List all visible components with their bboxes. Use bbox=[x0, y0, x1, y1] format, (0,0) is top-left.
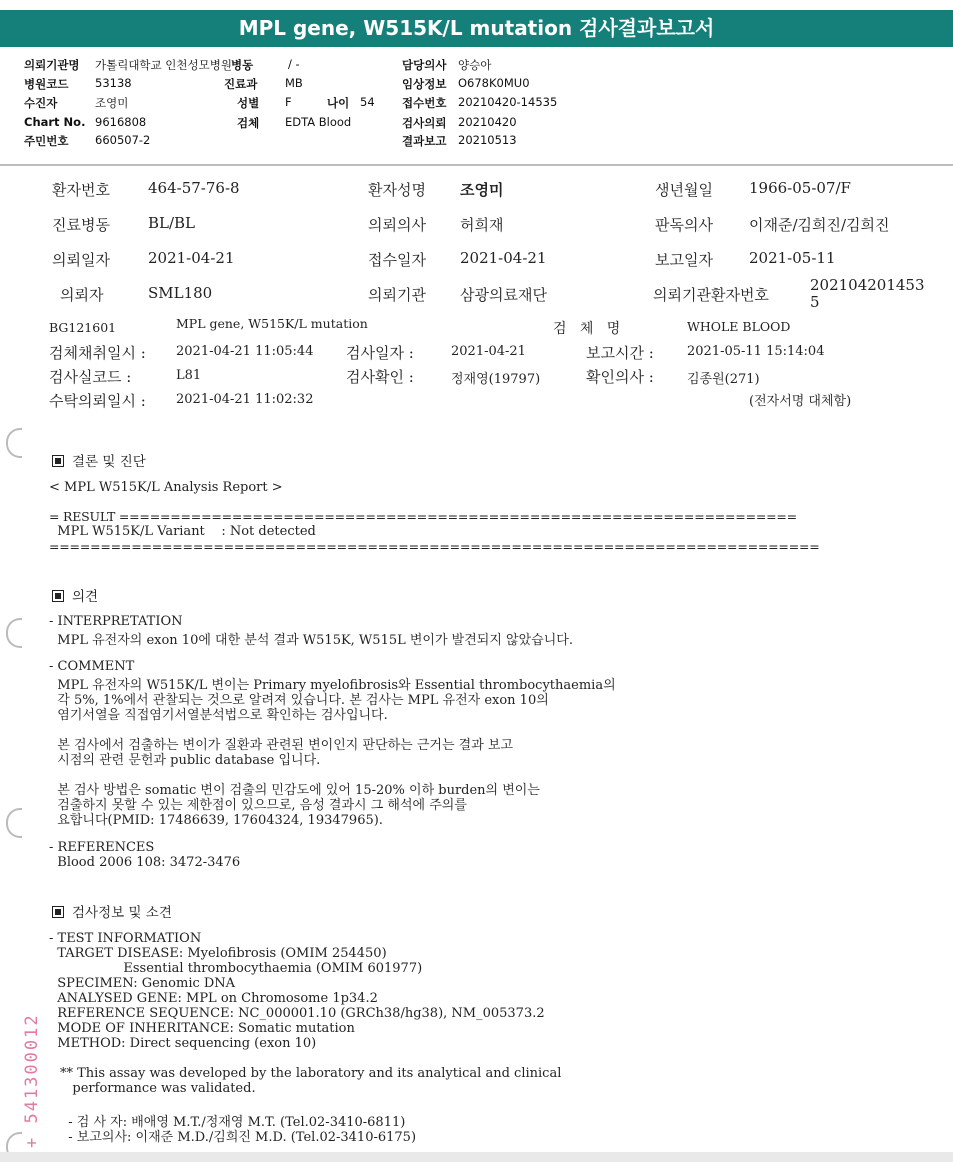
value-reading-doctor: 이재준/김희진/김희진 bbox=[749, 216, 890, 234]
label-confirm-doctor: 확인의사 : bbox=[586, 368, 654, 386]
value-age: 54 bbox=[360, 95, 375, 109]
test-code: BG121601 bbox=[49, 320, 117, 335]
label-requesting-org: 의뢰기관 bbox=[368, 286, 426, 304]
comment-line: 시점의 관련 문헌과 public database 입니다. bbox=[49, 753, 321, 768]
comment-line: 본 검사에서 검출하는 변이가 질환과 관련된 변이인지 판단하는 근거는 결과 보고 bbox=[49, 738, 514, 753]
comment-line: 염기서열을 직접염기서열분석법으로 확인하는 검사입니다. bbox=[49, 708, 388, 723]
header-row-4 bbox=[24, 115, 924, 131]
label-ward: 병동 bbox=[231, 58, 254, 72]
test-info-line: MODE OF INHERITANCE: Somatic mutation bbox=[49, 1021, 355, 1036]
section-test-info-title: 검사정보 및 소견 bbox=[72, 905, 172, 921]
value-referring-doctor: 허희재 bbox=[460, 216, 504, 234]
label-requesting-institution: 의뢰기관명 bbox=[24, 58, 80, 72]
label-org-patient-number: 의뢰기관환자번호 bbox=[653, 286, 769, 304]
value-receipt-number: 20210420-14535 bbox=[458, 95, 558, 109]
value-receipt-date: 2021-04-21 bbox=[460, 249, 547, 267]
label-department: 진료과 bbox=[224, 77, 258, 91]
label-lab-code: 검사실코드 : bbox=[49, 368, 132, 386]
label-specimen-name: 검 체 명 bbox=[553, 321, 621, 337]
analysis-report-title: < MPL W515K/L Analysis Report > bbox=[49, 480, 283, 495]
label-specimen: 검체 bbox=[237, 116, 260, 130]
comment-line: 각 5%, 1%에서 관찰되는 것으로 알려져 있습니다. 본 검사는 MPL 유전자 exon 10의 bbox=[49, 693, 549, 708]
section-opinion-title: 의견 bbox=[72, 589, 99, 605]
value-test-request: 20210420 bbox=[458, 115, 517, 129]
page-bottom-edge bbox=[0, 1152, 953, 1162]
value-patient-name: 조영미 bbox=[460, 181, 504, 199]
header-row-1 bbox=[24, 57, 924, 73]
section-test-info-heading bbox=[52, 901, 172, 921]
validation-note: performance was validated. bbox=[60, 1081, 256, 1096]
label-consign-time: 수탁의뢰일시 : bbox=[49, 392, 146, 410]
section-conclusion-heading bbox=[52, 450, 146, 470]
references-heading: - REFERENCES bbox=[49, 840, 155, 855]
label-receipt-date: 접수일자 bbox=[368, 251, 426, 269]
value-test-confirm: 정재영(19797) bbox=[451, 372, 541, 387]
comment-line: MPL 유전자의 W515K/L 변이는 Primary myelofibrosis와 Essential thrombocythaemia의 bbox=[49, 678, 616, 693]
value-consign-time: 2021-04-21 11:02:32 bbox=[176, 392, 314, 407]
value-chart-no: 9616808 bbox=[95, 115, 147, 129]
value-org-patient-number: 202104201453 bbox=[810, 276, 925, 294]
label-clinical-info: 임상정보 bbox=[402, 77, 447, 91]
label-collection-time: 검체채취일시 : bbox=[49, 344, 146, 362]
label-test-date: 검사일자 : bbox=[346, 344, 414, 362]
value-requesting-org: 삼광의료재단 bbox=[460, 286, 547, 304]
binding-hole bbox=[6, 618, 22, 648]
label-test-confirm: 검사확인 : bbox=[346, 368, 414, 386]
comment-line: 요합니다(PMID: 17486639, 17604324, 19347965). bbox=[49, 813, 383, 828]
value-result-report: 20210513 bbox=[458, 133, 517, 147]
label-patient: 수진자 bbox=[24, 96, 58, 110]
label-result-report: 결과보고 bbox=[402, 134, 447, 148]
binding-hole bbox=[6, 808, 22, 838]
section-opinion-heading bbox=[52, 585, 98, 605]
result-separator-bottom: =========================================================================== bbox=[49, 539, 820, 554]
square-bullet-icon bbox=[52, 455, 64, 467]
value-sex: F bbox=[285, 95, 292, 109]
header-row-2 bbox=[24, 76, 924, 92]
label-resident-no: 주민번호 bbox=[24, 134, 69, 148]
label-clinic-ward: 진료병동 bbox=[52, 216, 110, 234]
value-specimen: EDTA Blood bbox=[285, 115, 352, 129]
value-attending-doctor: 양승아 bbox=[458, 58, 492, 72]
value-ward: / - bbox=[288, 57, 300, 71]
comment-heading: - COMMENT bbox=[49, 659, 135, 674]
value-report-date: 2021-05-11 bbox=[749, 249, 836, 267]
value-test-date: 2021-04-21 bbox=[451, 344, 526, 359]
label-chart-no: Chart No. bbox=[24, 115, 86, 129]
value-requesting-institution: 가톨릭대학교 인천성모병원 bbox=[95, 58, 232, 72]
test-info-line: REFERENCE SEQUENCE: NC_000001.10 (GRCh38/hg38), NM_005373.2 bbox=[49, 1006, 545, 1021]
value-specimen-name: WHOLE BLOOD bbox=[687, 319, 791, 334]
label-sex: 성별 bbox=[237, 96, 260, 110]
test-info-line: ANALYSED GENE: MPL on Chromosome 1p34.2 bbox=[49, 991, 378, 1006]
label-age: 나이 bbox=[327, 96, 350, 110]
square-bullet-icon bbox=[52, 590, 64, 602]
interpretation-heading: - INTERPRETATION bbox=[49, 614, 183, 629]
test-info-line: METHOD: Direct sequencing (exon 10) bbox=[49, 1036, 317, 1051]
staff-tester: - 검 사 자: 배애영 M.T./정재영 M.T. (Tel.02-3410-6811) bbox=[60, 1115, 406, 1130]
square-bullet-icon bbox=[52, 906, 64, 918]
value-department: MB bbox=[285, 76, 303, 90]
label-report-date: 보고일자 bbox=[655, 251, 713, 269]
value-collection-time: 2021-04-21 11:05:44 bbox=[176, 344, 314, 359]
test-info-line: Essential thrombocythaemia (OMIM 601977) bbox=[49, 961, 423, 976]
value-request-date: 2021-04-21 bbox=[148, 249, 235, 267]
label-patient-name: 환자성명 bbox=[368, 181, 426, 199]
validation-note: ** This assay was developed by the laboratory and its analytical and clinical bbox=[60, 1066, 562, 1081]
test-information-heading: - TEST INFORMATION bbox=[49, 931, 202, 946]
report-title: MPL gene, W515K/L mutation 검사결과보고서 bbox=[0, 10, 953, 47]
label-patient-number: 환자번호 bbox=[52, 181, 110, 199]
value-report-time: 2021-05-11 15:14:04 bbox=[687, 344, 825, 359]
label-report-time: 보고시간 : bbox=[586, 344, 654, 362]
value-clinic-ward: BL/BL bbox=[148, 214, 196, 232]
comment-line: 검출하지 못할 수 있는 제한점이 있으므로, 음성 결과시 그 해석에 주의를 bbox=[49, 798, 467, 813]
label-receipt-number: 접수번호 bbox=[402, 96, 447, 110]
value-patient-number: 464-57-76-8 bbox=[148, 179, 240, 197]
label-requester: 의뢰자 bbox=[60, 286, 104, 304]
value-clinical-info: O678K0MU0 bbox=[458, 76, 530, 90]
interpretation-text: MPL 유전자의 exon 10에 대한 분석 결과 W515K, W515L 변이가 발견되지 않았습니다. bbox=[49, 633, 573, 648]
value-confirm-doctor: 김종원(271) bbox=[687, 372, 760, 387]
test-info-line: SPECIMEN: Genomic DNA bbox=[49, 976, 236, 991]
label-birth-date: 생년월일 bbox=[655, 181, 713, 199]
document-serial-number: + 541300012 bbox=[22, 1013, 42, 1148]
comment-line: 본 검사 방법은 somatic 변이 검출의 민감도에 있어 15-20% 이하 burden의 변이는 bbox=[49, 783, 540, 798]
value-patient: 조영미 bbox=[95, 96, 129, 110]
label-attending-doctor: 담당의사 bbox=[402, 58, 447, 72]
value-hospital-code: 53138 bbox=[95, 76, 132, 90]
value-org-patient-number-cont: 5 bbox=[810, 293, 820, 311]
result-variant-line: MPL W515K/L Variant : Not detected bbox=[49, 524, 316, 539]
e-signature-note: (전자서명 대체함) bbox=[749, 394, 852, 409]
result-separator-top: = RESULT ================================================================== bbox=[49, 509, 797, 524]
value-lab-code: L81 bbox=[176, 368, 202, 383]
value-birth-date: 1966-05-07/F bbox=[749, 179, 851, 197]
test-name: MPL gene, W515K/L mutation bbox=[176, 316, 368, 331]
label-hospital-code: 병원코드 bbox=[24, 77, 69, 91]
reference-item: Blood 2006 108: 3472-3476 bbox=[49, 855, 241, 870]
label-request-date: 의뢰일자 bbox=[52, 251, 110, 269]
binding-hole bbox=[6, 428, 22, 458]
header-row-5 bbox=[24, 133, 924, 149]
header-row-3 bbox=[24, 95, 924, 111]
value-resident-no: 660507-2 bbox=[95, 133, 151, 147]
label-test-request: 검사의뢰 bbox=[402, 116, 447, 130]
label-reading-doctor: 판독의사 bbox=[655, 216, 713, 234]
value-requester: SML180 bbox=[148, 284, 213, 302]
staff-reporting-doctor: - 보고의사: 이재준 M.D./김희진 M.D. (Tel.02-3410-6175) bbox=[60, 1130, 417, 1145]
section-conclusion-title: 결론 및 진단 bbox=[72, 454, 146, 470]
test-info-line: TARGET DISEASE: Myelofibrosis (OMIM 254450) bbox=[49, 946, 387, 961]
label-referring-doctor: 의뢰의사 bbox=[368, 216, 426, 234]
header-divider bbox=[0, 164, 953, 166]
